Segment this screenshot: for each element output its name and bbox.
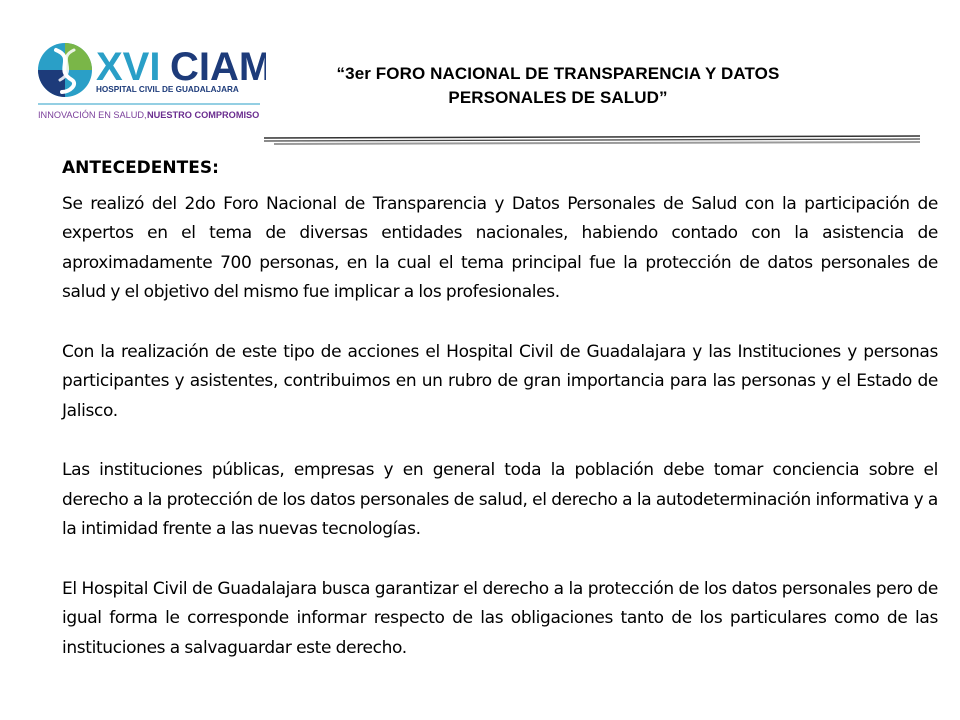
section-heading: ANTECEDENTES: <box>62 158 219 178</box>
paragraph-3: Las instituciones públicas, empresas y en general toda la población debe tomar conciencia sobre el derecho a la protección de los datos personales de salud, el derecho a la autodeterminación informativa y a la intimidad frente a las nuevas tecnologías. <box>62 460 938 539</box>
logo-tagline-b: NUESTRO COMPROMISO <box>147 110 260 120</box>
logo-numeral: XVI <box>96 45 161 89</box>
logo-tagline-a: INNOVACIÓN EN SALUD, <box>38 110 147 120</box>
paragraph-2: Con la realización de este tipo de acciones el Hospital Civil de Guadalajara y las Instituciones y personas participantes y asistentes, contribuimos en un rubro de gran importancia para las personas y el Estado de Jalisco. <box>62 341 938 421</box>
title-rule <box>264 134 920 146</box>
logo-brand: CIAM <box>170 45 266 89</box>
logo-emblem-icon <box>38 43 92 97</box>
content-body <box>62 154 938 693</box>
logo-org: HOSPITAL CIVIL DE GUADALAJARA <box>96 85 239 94</box>
ciam-logo <box>34 38 266 128</box>
paragraph-4: El Hospital Civil de Guadalajara busca garantizar el derecho a la protección de los datos personales pero de igual forma le corresponde informar respecto de las obligaciones tanto de los particulares como de las instituciones a salvaguardar este derecho. <box>62 578 938 658</box>
paragraph-1: Se realizó del 2do Foro Nacional de Transparencia y Datos Personales de Salud con la participación de expertos en el tema de diversas entidades nacionales, habiendo contado con la asistencia de aproximadamente 700 personas, en la cual el tema principal fue la protección de datos personales de salud y el objetivo del mismo fue implicar a los profesionales. <box>62 193 938 302</box>
page-title: “3er FORO NACIONAL DE TRANSPARENCIA Y DATOS PERSONALES DE SALUD” <box>336 64 780 107</box>
